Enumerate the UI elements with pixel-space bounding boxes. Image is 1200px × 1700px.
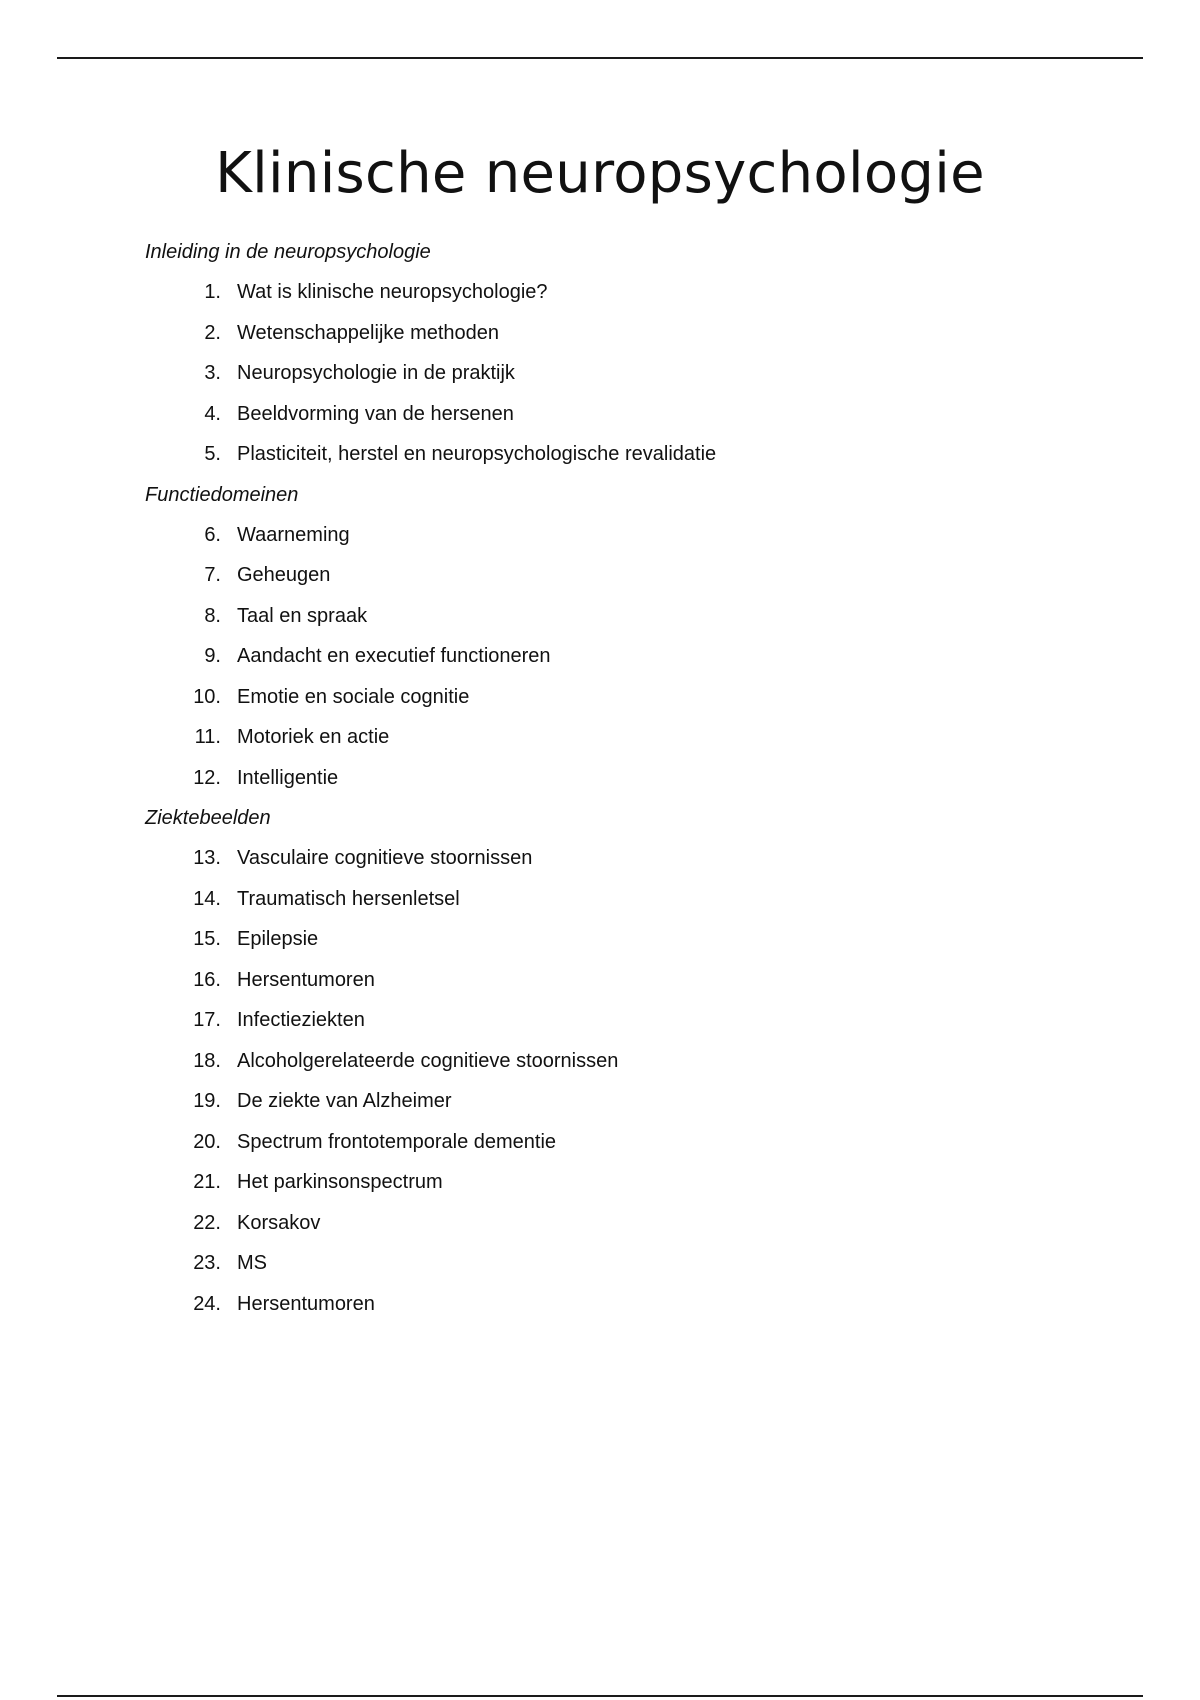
item-label: MS (237, 1252, 267, 1274)
list-item (145, 560, 1145, 590)
item-label: Motoriek en actie (237, 726, 390, 748)
item-number: 8. (204, 604, 221, 627)
item-label: Infectieziekten (237, 1009, 365, 1031)
item-number: 20. (193, 1130, 221, 1153)
item-number: 19. (193, 1090, 221, 1112)
item-number: 12. (193, 766, 221, 789)
item-number: 2. (204, 321, 221, 344)
item-number: 7. (204, 564, 221, 586)
list-item (145, 1046, 1145, 1076)
list-item (145, 763, 1145, 793)
section-heading: Ziektebeelden (145, 807, 271, 829)
section-heading: Functiedomeinen (145, 483, 299, 506)
item-label: Traumatisch hersenletsel (237, 887, 460, 910)
list-item (145, 1005, 1145, 1035)
list-item (145, 318, 1145, 348)
item-label: Korsakov (237, 1211, 321, 1234)
table-of-contents (145, 237, 1145, 1329)
list-item (145, 924, 1145, 954)
item-number: 23. (193, 1252, 221, 1274)
item-label: Alcoholgerelateerde cognitieve stoornissen (237, 1049, 619, 1072)
item-number: 3. (204, 362, 221, 384)
list-item (145, 1086, 1145, 1116)
item-number: 5. (204, 443, 221, 465)
list-item (145, 1127, 1145, 1157)
item-label: Spectrum frontotemporale dementie (237, 1130, 557, 1153)
item-label: Hersentumoren (237, 968, 375, 991)
list-item (145, 722, 1145, 752)
list-item (145, 277, 1145, 307)
item-label: Taal en spraak (237, 604, 368, 627)
header-rule (57, 57, 1143, 59)
item-number: 18. (193, 1049, 221, 1072)
item-number: 24. (193, 1292, 221, 1315)
list-item (145, 1167, 1145, 1197)
item-number: 21. (193, 1171, 221, 1193)
list-item (145, 1208, 1145, 1238)
item-number: 22. (193, 1211, 221, 1234)
item-label: Plasticiteit, herstel en neuropsychologische revalidatie (237, 443, 717, 465)
item-number: 10. (193, 685, 221, 708)
item-label: Hersentumoren (237, 1292, 375, 1315)
list-item (145, 641, 1145, 671)
list-item (145, 1289, 1145, 1319)
list-item (145, 399, 1145, 429)
item-number: 13. (193, 847, 221, 869)
item-number: 14. (193, 887, 221, 910)
list-item (145, 520, 1145, 550)
item-label: Geheugen (237, 564, 331, 586)
list-item (145, 965, 1145, 995)
item-label: Het parkinsonspectrum (237, 1171, 443, 1193)
list-item (145, 601, 1145, 631)
item-label: Vasculaire cognitieve stoornissen (237, 847, 533, 869)
list-item (145, 682, 1145, 712)
list-item (145, 884, 1145, 914)
item-number: 1. (204, 281, 221, 303)
item-number: 6. (204, 523, 221, 546)
list-item (145, 843, 1145, 873)
item-number: 15. (193, 928, 221, 950)
item-label: Neuropsychologie in de praktijk (237, 362, 515, 384)
item-number: 17. (193, 1009, 221, 1031)
item-label: Epilepsie (237, 928, 319, 950)
item-label: Emotie en sociale cognitie (237, 685, 470, 708)
document-title: Klinische neuropsychologie (215, 141, 985, 206)
item-number: 4. (204, 402, 221, 425)
footer-rule (57, 1695, 1143, 1697)
item-number: 16. (193, 968, 221, 991)
list-item (145, 1248, 1145, 1278)
item-label: Wat is klinische neuropsychologie? (237, 281, 548, 303)
item-number: 11. (194, 726, 221, 748)
item-label: Intelligentie (237, 766, 339, 789)
item-label: Waarneming (237, 523, 350, 546)
item-label: De ziekte van Alzheimer (237, 1090, 452, 1112)
item-label: Wetenschappelijke methoden (237, 321, 500, 344)
item-label: Beeldvorming van de hersenen (237, 402, 514, 425)
item-label: Aandacht en executief functioneren (237, 645, 551, 667)
section-heading: Inleiding in de neuropsychologie (145, 241, 431, 263)
item-number: 9. (204, 645, 221, 667)
list-item (145, 358, 1145, 388)
list-item (145, 439, 1145, 469)
